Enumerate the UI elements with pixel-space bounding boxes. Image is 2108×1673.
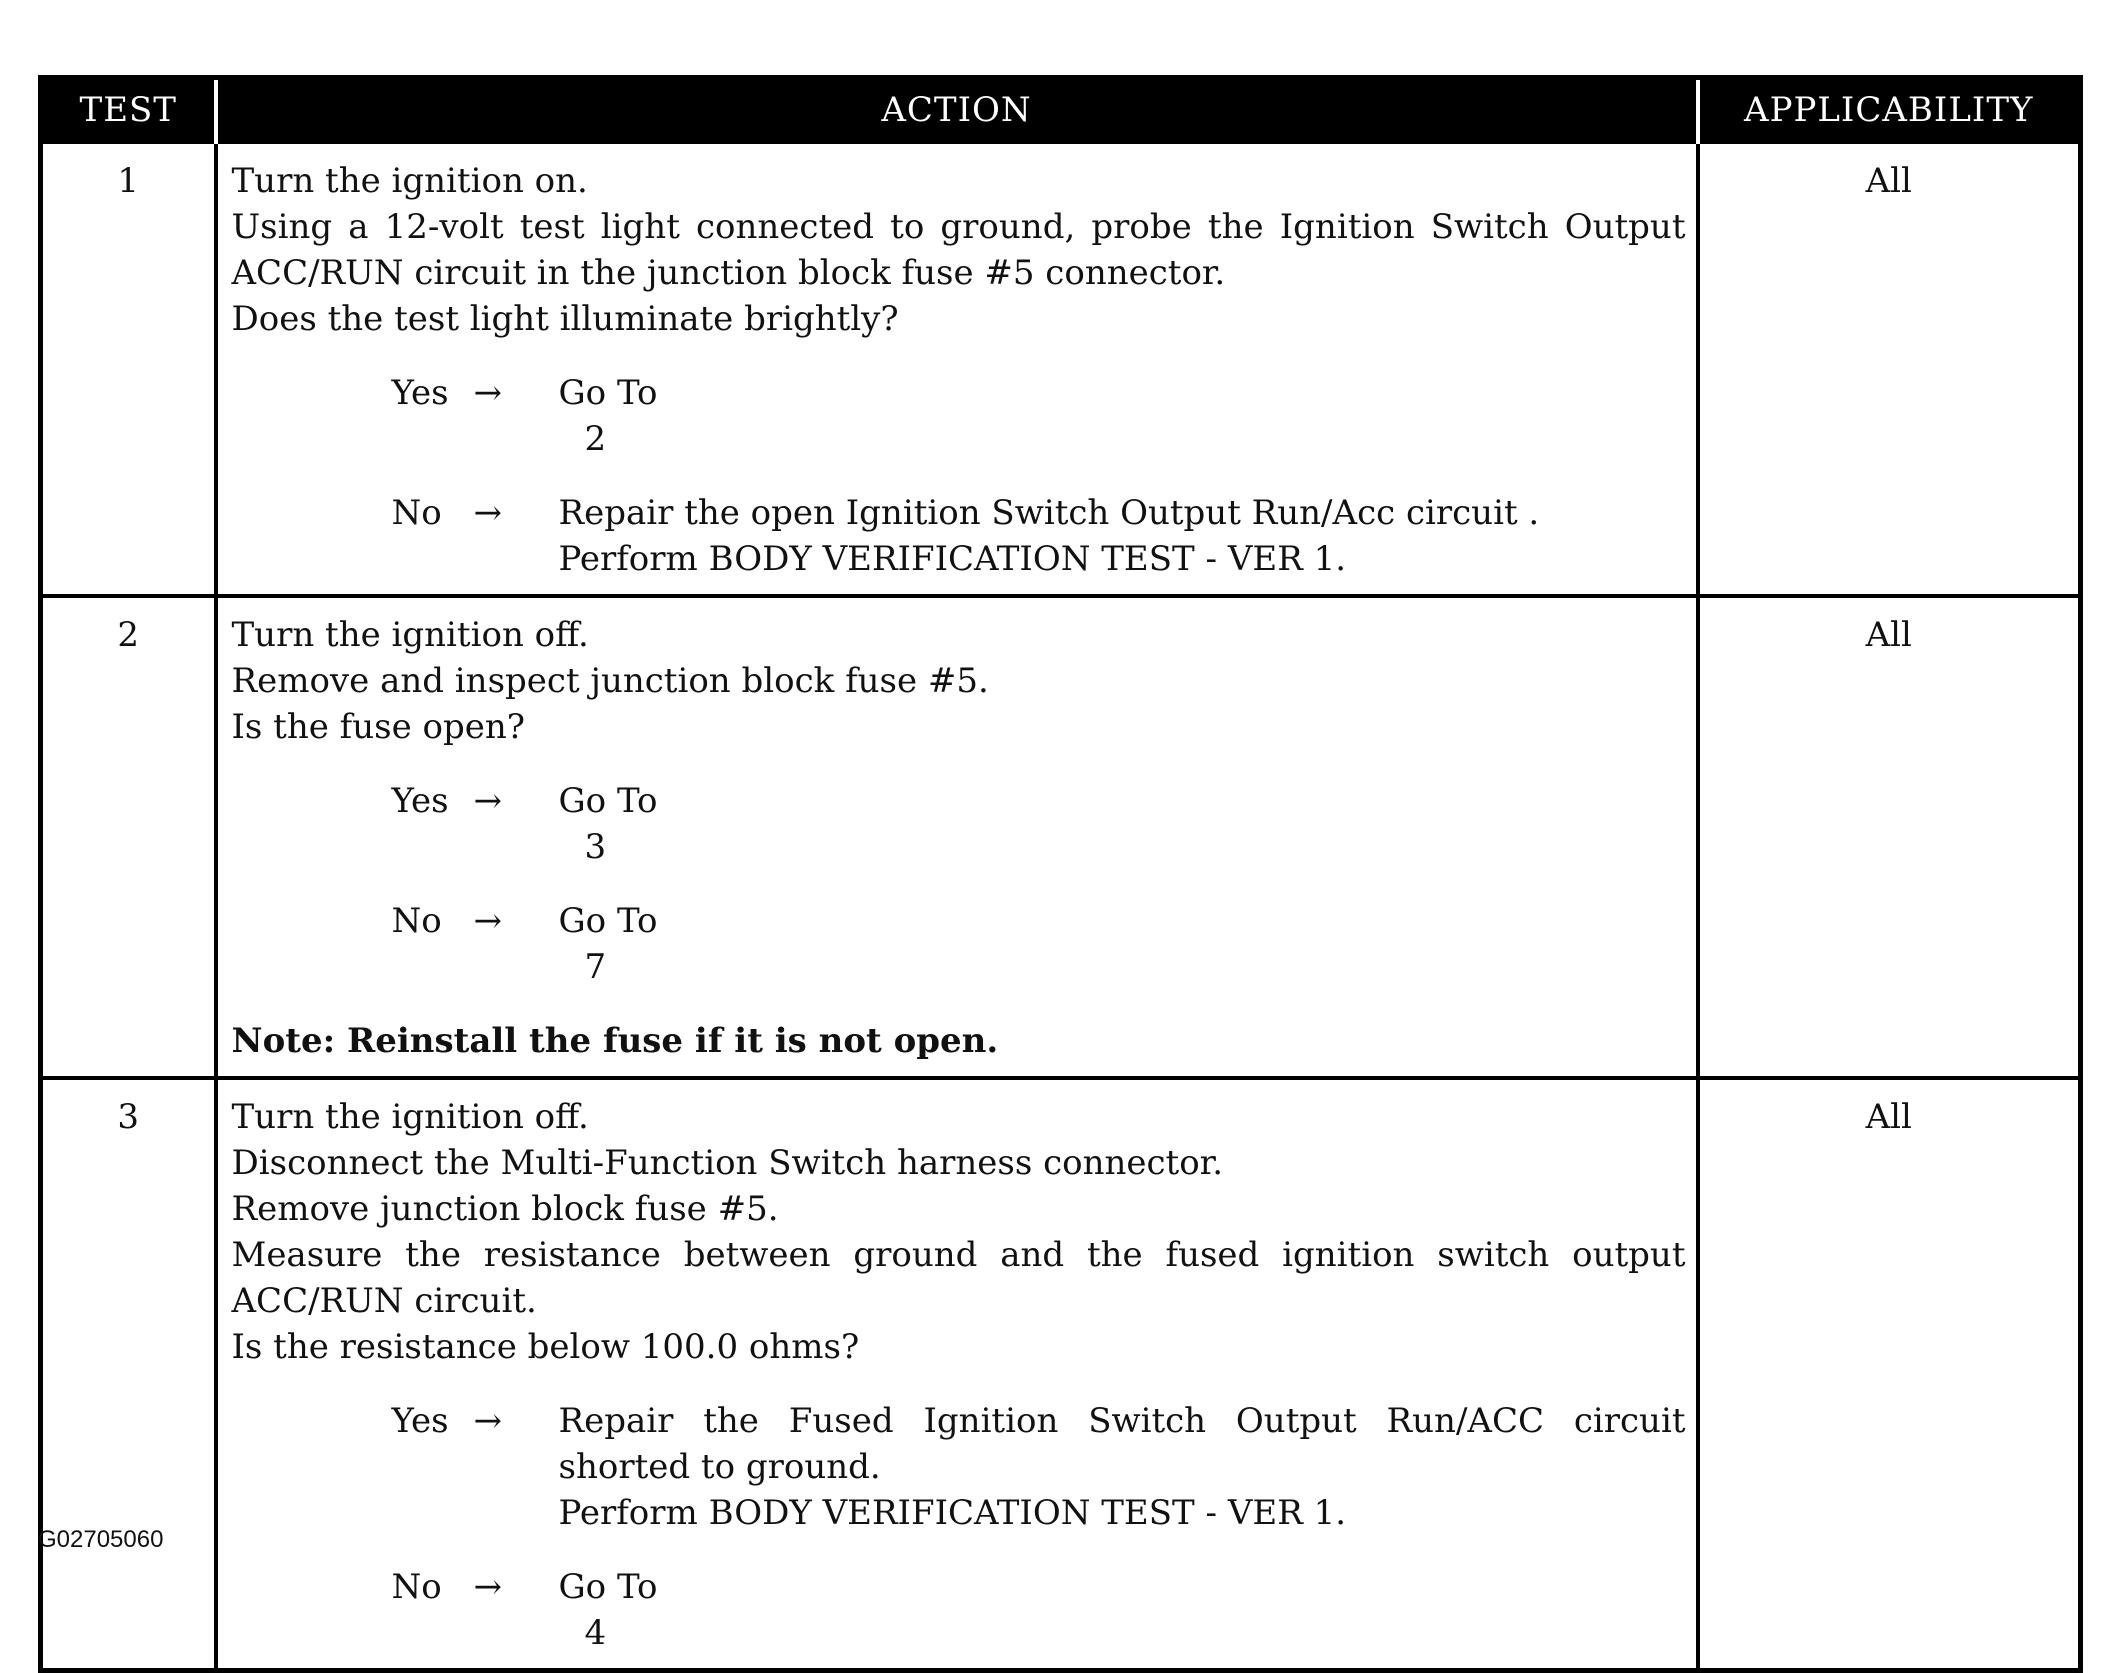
action-step: Disconnect the Multi-Function Switch harness connector. [231, 1143, 1224, 1183]
action-step: Turn the ignition on. [231, 161, 588, 201]
action-cell [216, 596, 1698, 1078]
arrow-right-icon: → [473, 493, 502, 533]
header-applicability: APPLICABILITY [1698, 78, 2081, 143]
arrow-right-icon: → [473, 373, 502, 413]
arrow-right-icon: → [473, 1401, 502, 1441]
note-text: Note: Reinstall the fuse if it is not open. [231, 1021, 999, 1061]
action-step: Using a 12-volt test light connected to ground, probe the Ignition Switch Output [231, 207, 1686, 247]
header-test: TEST [41, 78, 216, 143]
action-step: Measure the resistance between ground and the fused ignition switch output [231, 1235, 1686, 1275]
yes-label: Yes [391, 373, 449, 413]
goto-instruction [559, 370, 1686, 462]
instruction-line: Perform BODY VERIFICATION TEST - VER 1. [558, 539, 1347, 579]
action-step: ACC/RUN circuit in the junction block fuse #5 connector. [231, 253, 1226, 293]
goto-target: 7 [584, 947, 607, 987]
repair-instruction [559, 1398, 1686, 1536]
no-branch [392, 490, 1686, 582]
yes-branch [392, 370, 1686, 462]
test-number: 2 [41, 596, 216, 1078]
arrow-right-icon: → [473, 781, 502, 821]
no-label: No [391, 493, 442, 533]
arrow-right-icon: → [473, 1567, 502, 1607]
instruction-line: Repair the Fused Ignition Switch Output Run/ACC circuit [558, 1401, 1686, 1441]
action-step: Remove junction block fuse #5. [231, 1189, 779, 1229]
figure-id: G02705060 [38, 1526, 164, 1553]
goto-target: 2 [584, 419, 607, 459]
header-action: ACTION [216, 78, 1698, 143]
test-number: 1 [41, 142, 216, 596]
action-step: Is the fuse open? [231, 707, 526, 747]
goto-label: Go To [558, 1567, 658, 1607]
action-step: Does the test light illuminate brightly? [231, 299, 899, 339]
test-row-2 [41, 596, 2081, 1078]
goto-label: Go To [558, 373, 658, 413]
applicability-value: All [1698, 596, 2081, 1078]
goto-instruction [559, 778, 1686, 870]
instruction-line: Repair the open Ignition Switch Output Run/Acc circuit . [558, 493, 1540, 533]
action-cell [216, 1078, 1698, 1671]
header-row [41, 78, 2081, 143]
action-step: Is the resistance below 100.0 ohms? [231, 1327, 860, 1367]
no-label: No [391, 1567, 442, 1607]
no-label: No [391, 901, 442, 941]
action-step: Turn the ignition off. [231, 615, 589, 655]
goto-instruction [559, 898, 1686, 990]
goto-label: Go To [558, 901, 658, 941]
arrow-right-icon: → [473, 901, 502, 941]
no-branch [392, 1564, 1686, 1656]
instruction-line: Perform BODY VERIFICATION TEST - VER 1. [558, 1493, 1347, 1533]
applicability-value: All [1698, 142, 2081, 596]
action-cell [216, 142, 1698, 596]
instruction-line: shorted to ground. [558, 1447, 881, 1487]
goto-target: 3 [584, 827, 607, 867]
action-step: ACC/RUN circuit. [231, 1281, 537, 1321]
yes-branch [392, 778, 1686, 870]
action-step: Remove and inspect junction block fuse #5. [231, 661, 989, 701]
action-step: Turn the ignition off. [231, 1097, 589, 1137]
applicability-value: All [1698, 1078, 2081, 1671]
goto-label: Go To [558, 781, 658, 821]
yes-label: Yes [391, 781, 449, 821]
test-row-3 [41, 1078, 2081, 1671]
yes-branch [392, 1398, 1686, 1536]
diagnostic-test-table [38, 75, 2083, 1673]
test-row-1 [41, 142, 2081, 596]
goto-target: 4 [584, 1613, 607, 1653]
test-number: 3 [41, 1078, 216, 1671]
no-branch [392, 898, 1686, 990]
yes-label: Yes [391, 1401, 449, 1441]
repair-instruction [559, 490, 1686, 582]
goto-instruction [559, 1564, 1686, 1656]
